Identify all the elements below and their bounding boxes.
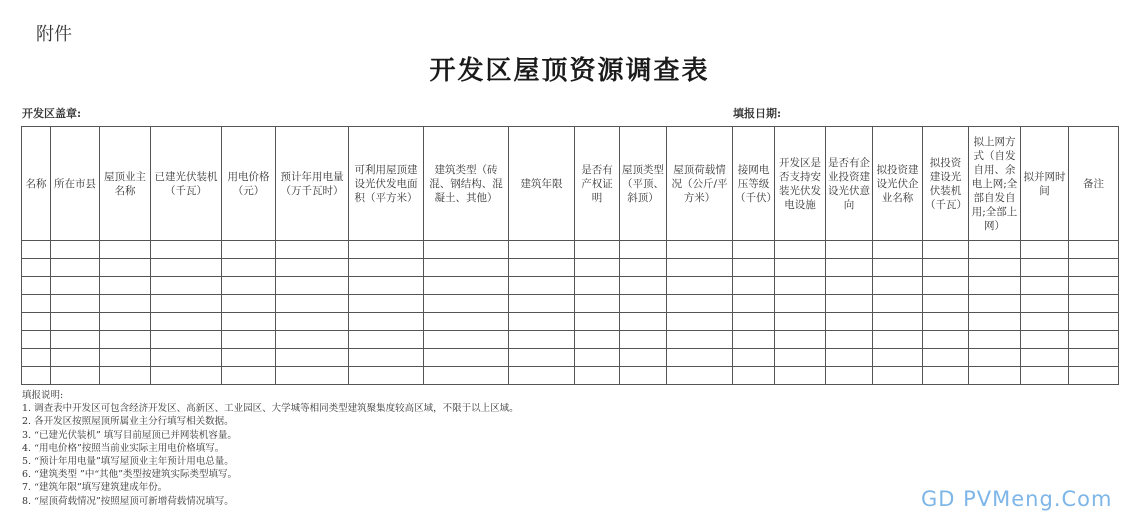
col-price: 用电价格（元）	[222, 127, 276, 241]
col-building-type: 建筑类型（砖混、钢结构、混凝土、其他）	[424, 127, 509, 241]
table-cell[interactable]	[276, 241, 349, 259]
table-cell[interactable]	[873, 241, 923, 259]
table-cell[interactable]	[620, 259, 667, 277]
seal-label: 开发区盖章:	[22, 107, 82, 120]
table-cell[interactable]	[509, 367, 575, 385]
col-investment-intent: 是否有企业投资建设光伏意向	[826, 127, 873, 241]
table-cell[interactable]	[575, 277, 620, 295]
table-cell[interactable]	[51, 241, 100, 259]
table-cell[interactable]	[151, 367, 222, 385]
table-cell[interactable]	[1069, 295, 1119, 313]
table-cell[interactable]	[1021, 349, 1069, 367]
table-cell[interactable]	[424, 313, 509, 331]
date-label: 填报日期:	[733, 107, 782, 120]
attachment-label: 附件	[36, 24, 72, 45]
table-cell[interactable]	[733, 349, 775, 367]
table-cell[interactable]	[151, 313, 222, 331]
col-remarks: 备注	[1069, 127, 1119, 241]
table-row	[22, 295, 1119, 313]
table-cell[interactable]	[873, 349, 923, 367]
survey-table	[21, 126, 1119, 385]
table-cell[interactable]	[923, 331, 969, 349]
table-cell[interactable]	[1021, 259, 1069, 277]
table-cell[interactable]	[100, 241, 151, 259]
table-cell[interactable]	[51, 313, 100, 331]
table-row	[22, 367, 1119, 385]
table-cell[interactable]	[826, 349, 873, 367]
col-planned-capacity: 拟投资建设光伏装机（千瓦）	[923, 127, 969, 241]
table-cell[interactable]	[873, 277, 923, 295]
col-building-age: 建筑年限	[509, 127, 575, 241]
table-cell[interactable]	[51, 331, 100, 349]
table-cell[interactable]	[222, 295, 276, 313]
table-cell[interactable]	[22, 313, 51, 331]
table-cell[interactable]	[349, 313, 424, 331]
col-property-cert: 是否有产权证明	[575, 127, 620, 241]
table-cell[interactable]	[22, 331, 51, 349]
table-cell[interactable]	[276, 367, 349, 385]
table-cell[interactable]	[667, 313, 733, 331]
table-cell[interactable]	[222, 259, 276, 277]
table-cell[interactable]	[424, 259, 509, 277]
table-cell[interactable]	[51, 277, 100, 295]
col-owner: 屋顶业主名称	[100, 127, 151, 241]
instructions-heading: 填报说明:	[22, 390, 64, 401]
table-cell[interactable]	[1069, 349, 1119, 367]
table-cell[interactable]	[1021, 331, 1069, 349]
table-cell[interactable]	[222, 367, 276, 385]
table-cell[interactable]	[667, 259, 733, 277]
table-cell[interactable]	[733, 331, 775, 349]
col-roof-load: 屋顶荷载情况（公斤/平方米）	[667, 127, 733, 241]
table-cell[interactable]	[1021, 367, 1069, 385]
table-cell[interactable]	[1069, 331, 1119, 349]
table-cell[interactable]	[620, 367, 667, 385]
table-cell[interactable]	[22, 367, 51, 385]
table-cell[interactable]	[873, 331, 923, 349]
table-cell[interactable]	[575, 349, 620, 367]
table-cell[interactable]	[509, 277, 575, 295]
table-cell[interactable]	[873, 295, 923, 313]
table-cell[interactable]	[276, 313, 349, 331]
table-cell[interactable]	[969, 367, 1021, 385]
table-cell[interactable]	[575, 259, 620, 277]
table-cell[interactable]	[1021, 313, 1069, 331]
table-cell[interactable]	[775, 349, 826, 367]
table-cell[interactable]	[969, 295, 1021, 313]
table-cell[interactable]	[424, 241, 509, 259]
table-cell[interactable]	[100, 313, 151, 331]
table-cell[interactable]	[775, 367, 826, 385]
table-cell[interactable]	[667, 295, 733, 313]
table-cell[interactable]	[1021, 277, 1069, 295]
table-cell[interactable]	[349, 259, 424, 277]
instruction-item: 2. 各开发区按照屋顶所属业主分行填写相关数据。	[22, 416, 234, 428]
instruction-item: 3. “已建光伏装机” 填写目前屋顶已并网装机容量。	[22, 429, 237, 441]
table-cell[interactable]	[923, 259, 969, 277]
header-row	[22, 127, 1119, 241]
instruction-item: 1. 调查表中开发区可包含经济开发区、高新区、工业园区、大学城等相同类型建筑聚集度较高区域，不限于以上区域。	[22, 403, 519, 415]
table-cell[interactable]	[424, 367, 509, 385]
table-cell[interactable]	[222, 313, 276, 331]
table-cell[interactable]	[923, 349, 969, 367]
table-cell[interactable]	[22, 259, 51, 277]
table-cell[interactable]	[22, 277, 51, 295]
table-cell[interactable]	[51, 349, 100, 367]
instruction-item: 4. “用电价格”按照当前业实际主用电价格填写。	[22, 442, 225, 454]
col-zone-support: 开发区是否支持安装光伏发电设施	[775, 127, 826, 241]
table-cell[interactable]	[923, 367, 969, 385]
table-cell[interactable]	[509, 241, 575, 259]
instruction-item: 8. “屋顶荷载情况”按照屋顶可新增荷载情况填写。	[22, 495, 234, 507]
table-cell[interactable]	[22, 241, 51, 259]
table-cell[interactable]	[826, 367, 873, 385]
table-cell[interactable]	[775, 277, 826, 295]
table-cell[interactable]	[923, 241, 969, 259]
col-investor-name: 拟投资建设光伏企业名称	[873, 127, 923, 241]
fill-instructions	[22, 389, 519, 508]
table-cell[interactable]	[222, 241, 276, 259]
table-cell[interactable]	[620, 295, 667, 313]
table-cell[interactable]	[775, 295, 826, 313]
page-title: 开发区屋顶资源调查表	[429, 56, 710, 86]
table-row	[22, 259, 1119, 277]
table-cell[interactable]	[509, 295, 575, 313]
table-cell[interactable]	[969, 331, 1021, 349]
col-roof-type: 屋顶类型（平顶、斜顶）	[620, 127, 667, 241]
table-cell[interactable]	[923, 313, 969, 331]
table-row	[22, 331, 1119, 349]
table-cell[interactable]	[826, 331, 873, 349]
table-cell[interactable]	[51, 295, 100, 313]
table-cell[interactable]	[620, 313, 667, 331]
col-county: 所在市县	[51, 127, 100, 241]
col-usable-area: 可利用屋顶建设光伏发电面积（平方米）	[349, 127, 424, 241]
table-cell[interactable]	[22, 349, 51, 367]
table-cell[interactable]	[509, 313, 575, 331]
table-cell[interactable]	[969, 241, 1021, 259]
table-cell[interactable]	[667, 367, 733, 385]
table-cell[interactable]	[575, 313, 620, 331]
table-cell[interactable]	[826, 313, 873, 331]
table-cell[interactable]	[873, 259, 923, 277]
table-cell[interactable]	[873, 367, 923, 385]
table-cell[interactable]	[222, 277, 276, 295]
table-cell[interactable]	[349, 349, 424, 367]
table-cell[interactable]	[51, 259, 100, 277]
table-cell[interactable]	[1069, 367, 1119, 385]
table-cell[interactable]	[575, 331, 620, 349]
table-cell[interactable]	[151, 277, 222, 295]
table-cell[interactable]	[733, 295, 775, 313]
table-cell[interactable]	[349, 241, 424, 259]
table-cell[interactable]	[620, 241, 667, 259]
table-cell[interactable]	[151, 259, 222, 277]
table-cell[interactable]	[873, 313, 923, 331]
table-cell[interactable]	[100, 295, 151, 313]
col-grid-time: 拟并网时间	[1021, 127, 1069, 241]
table-cell[interactable]	[826, 259, 873, 277]
table-cell[interactable]	[349, 277, 424, 295]
table-cell[interactable]	[733, 259, 775, 277]
table-cell[interactable]	[424, 349, 509, 367]
table-cell[interactable]	[969, 349, 1021, 367]
table-cell[interactable]	[509, 349, 575, 367]
table-cell[interactable]	[575, 367, 620, 385]
table-cell[interactable]	[276, 277, 349, 295]
table-cell[interactable]	[100, 259, 151, 277]
table-row	[22, 241, 1119, 259]
table-cell[interactable]	[575, 295, 620, 313]
table-cell[interactable]	[620, 349, 667, 367]
col-annual-usage: 预计年用电量（万千瓦时）	[276, 127, 349, 241]
instruction-item: 7. “建筑年限”填写建筑建成年份。	[22, 482, 168, 494]
table-cell[interactable]	[22, 295, 51, 313]
table-cell[interactable]	[151, 241, 222, 259]
table-cell[interactable]	[276, 295, 349, 313]
table-cell[interactable]	[1021, 241, 1069, 259]
table-cell[interactable]	[969, 313, 1021, 331]
table-cell[interactable]	[151, 331, 222, 349]
table-cell[interactable]	[775, 259, 826, 277]
table-cell[interactable]	[1069, 313, 1119, 331]
table-cell[interactable]	[775, 241, 826, 259]
table-cell[interactable]	[222, 349, 276, 367]
col-built-pv: 已建光伏装机（千瓦）	[151, 127, 222, 241]
table-cell[interactable]	[620, 277, 667, 295]
table-cell[interactable]	[509, 331, 575, 349]
table-cell[interactable]	[424, 295, 509, 313]
table-cell[interactable]	[1069, 259, 1119, 277]
table-cell[interactable]	[667, 241, 733, 259]
table-cell[interactable]	[969, 277, 1021, 295]
table-cell[interactable]	[100, 349, 151, 367]
table-cell[interactable]	[733, 241, 775, 259]
table-cell[interactable]	[151, 295, 222, 313]
table-cell[interactable]	[826, 241, 873, 259]
table-cell[interactable]	[222, 331, 276, 349]
table-cell[interactable]	[509, 259, 575, 277]
table-cell[interactable]	[276, 331, 349, 349]
table-cell[interactable]	[620, 331, 667, 349]
table-cell[interactable]	[733, 313, 775, 331]
table-cell[interactable]	[1069, 277, 1119, 295]
table-cell[interactable]	[667, 277, 733, 295]
table-cell[interactable]	[276, 259, 349, 277]
table-cell[interactable]	[51, 367, 100, 385]
instruction-item: 6. “建筑类型 ”中“其他”类型按建筑实际类型填写。	[22, 469, 238, 481]
table-cell[interactable]	[1021, 295, 1069, 313]
col-name: 名称	[22, 127, 51, 241]
table-cell[interactable]	[100, 331, 151, 349]
table-cell[interactable]	[923, 295, 969, 313]
table-cell[interactable]	[775, 331, 826, 349]
instruction-item: 5. “预计年用电量”填写屋顶业主年预计用电总量。	[22, 456, 234, 468]
table-cell[interactable]	[349, 367, 424, 385]
table-row	[22, 349, 1119, 367]
table-cell[interactable]	[775, 313, 826, 331]
col-voltage: 接网电压等级（千伏）	[733, 127, 775, 241]
table-cell[interactable]	[923, 277, 969, 295]
table-cell[interactable]	[1069, 241, 1119, 259]
table-cell[interactable]	[349, 295, 424, 313]
table-cell[interactable]	[826, 277, 873, 295]
table-cell[interactable]	[276, 349, 349, 367]
table-cell[interactable]	[100, 277, 151, 295]
table-row	[22, 277, 1119, 295]
table-cell[interactable]	[826, 295, 873, 313]
table-cell[interactable]	[667, 331, 733, 349]
table-cell[interactable]	[424, 331, 509, 349]
table-cell[interactable]	[969, 259, 1021, 277]
table-cell[interactable]	[151, 349, 222, 367]
table-cell[interactable]	[100, 367, 151, 385]
table-cell[interactable]	[349, 331, 424, 349]
table-cell[interactable]	[733, 277, 775, 295]
table-cell[interactable]	[667, 349, 733, 367]
col-grid-mode: 拟上网方式（自发自用、余电上网;全部自发自用;全部上网）	[969, 127, 1021, 241]
table-cell[interactable]	[424, 277, 509, 295]
table-row	[22, 313, 1119, 331]
table-cell[interactable]	[733, 367, 775, 385]
watermark: GD PVMeng.Com	[921, 487, 1113, 511]
table-cell[interactable]	[575, 241, 620, 259]
